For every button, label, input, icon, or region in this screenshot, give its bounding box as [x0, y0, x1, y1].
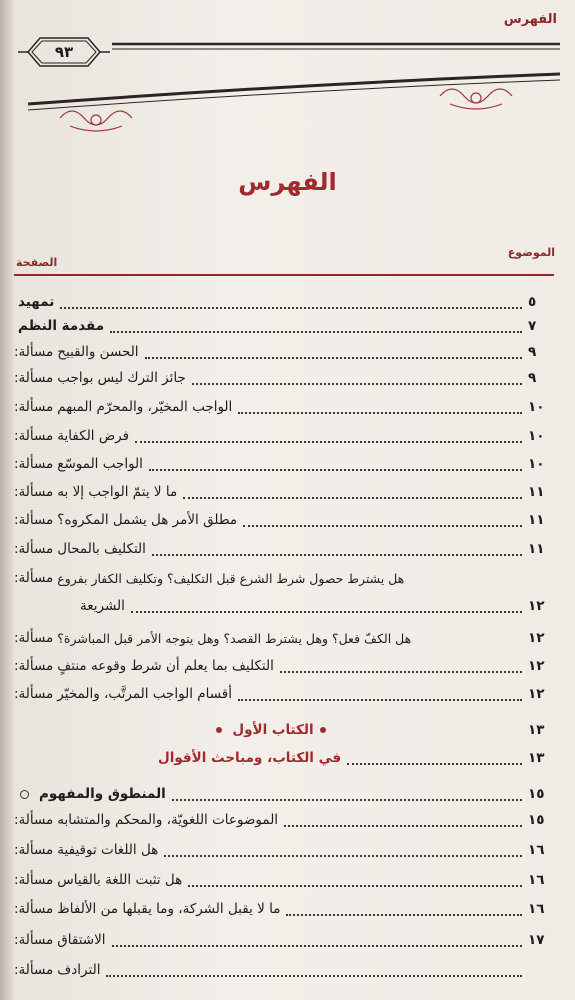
toc-entry — [14, 314, 554, 338]
dot-leader — [149, 457, 522, 471]
toc-book-heading — [14, 718, 554, 742]
dot-leader — [286, 902, 522, 916]
page-number-badge — [18, 34, 110, 70]
entry-page: ١٣ — [528, 722, 545, 738]
entry-title: هل اللغات توقيفية — [57, 842, 159, 858]
entry-prefix: مسألة: — [14, 570, 54, 586]
toc-entry — [14, 340, 554, 364]
dot-leader — [238, 400, 522, 414]
entry-page: ٥ — [528, 294, 537, 310]
entry-title: هل الكفّ فعل؟ وهل يشترط القصد؟ وهل يتوجه الأمر قبل المباشرة؟ — [57, 630, 412, 646]
dot-leader — [188, 873, 522, 887]
entry-title: فرض الكفاية — [57, 428, 130, 444]
dot-leader — [347, 751, 522, 765]
toc-book-subheading — [14, 746, 554, 770]
dot-leader — [145, 345, 522, 359]
toc-entry — [14, 897, 554, 921]
toc-entry — [14, 626, 554, 650]
toc-entry — [14, 782, 554, 806]
entry-page: ١١ — [528, 541, 545, 557]
toc-entry — [14, 682, 554, 706]
header-ornament — [0, 0, 575, 140]
entry-page: ١١ — [528, 484, 545, 500]
entry-prefix: مسألة: — [14, 901, 54, 917]
entry-title: جائز الترك ليس بواجب — [57, 370, 186, 386]
entry-prefix: مسألة: — [14, 842, 54, 858]
entry-prefix: مسألة: — [14, 399, 54, 415]
page-gutter-shadow — [0, 0, 14, 1000]
entry-page: ١٦ — [528, 872, 545, 888]
entry-prefix: مسألة: — [14, 370, 54, 386]
entry-page: ١١ — [528, 512, 545, 528]
entry-page: ١٠ — [528, 428, 545, 444]
entry-title-continuation: الشريعة — [80, 598, 125, 614]
dot-leader — [131, 599, 522, 613]
dot-leader — [238, 687, 522, 701]
page-number: ٩٣ — [54, 43, 74, 61]
entry-title: أقسام الواجب المرتَّب، والمخيّر — [57, 686, 232, 702]
entry-page: ١٠ — [528, 399, 545, 415]
entry-prefix: مسألة: — [14, 456, 54, 472]
entry-page: ١٣ — [528, 750, 545, 766]
entry-page: ٩ — [528, 344, 537, 360]
entry-page: ١٧ — [528, 932, 545, 948]
toc-entry — [14, 808, 554, 832]
entry-page: ١٦ — [528, 842, 545, 858]
entry-title: المنطوق والمفهوم — [39, 786, 166, 802]
entry-title: هل تثبت اللغة بالقياس — [57, 872, 183, 888]
dot-leader — [110, 319, 522, 333]
entry-title: الواجب المخيّر، والمحرّم المبهم — [57, 399, 233, 415]
entry-title: الترادف — [57, 962, 101, 978]
toc-entry — [14, 654, 554, 678]
toc-entry — [14, 424, 554, 448]
entry-title: هل يشترط حصول شرط الشرع قبل التكليف؟ وتكليف الكفار بفروع — [57, 570, 405, 586]
entry-prefix: مسألة: — [14, 872, 54, 888]
column-header-topic: الموضوع — [507, 246, 555, 259]
entry-title: الاشتقاق — [57, 932, 106, 948]
entry-title: مطلق الأمر هل يشمل المكروه؟ — [57, 512, 238, 528]
entry-title: التكليف بالمحال — [57, 541, 146, 557]
dot-leader — [112, 933, 522, 947]
entry-title: الواجب الموسّع — [57, 456, 143, 472]
toc-entry — [14, 508, 554, 532]
entry-title: مقدمة النظم — [18, 318, 105, 334]
toc-entry — [14, 395, 554, 419]
dot-leader — [60, 295, 522, 309]
entry-title: ما لا يقبل الشركة، وما يقبلها من الألفاظ — [57, 901, 281, 917]
toc-entry — [14, 452, 554, 476]
entry-prefix: مسألة: — [14, 812, 54, 828]
entry-prefix: مسألة: — [14, 484, 54, 500]
toc-entry — [14, 366, 554, 390]
entry-prefix: مسألة: — [14, 932, 54, 948]
bullet-icon — [216, 727, 222, 733]
toc-entry — [14, 537, 554, 561]
entry-prefix: مسألة: — [14, 630, 54, 646]
entry-prefix: مسألة: — [14, 344, 54, 360]
toc-entry — [14, 958, 554, 982]
dot-leader — [152, 542, 522, 556]
entry-page: ٧ — [528, 318, 537, 334]
entry-page: ١٦ — [528, 901, 545, 917]
entry-page: ١٢ — [528, 598, 545, 614]
dot-leader — [243, 513, 522, 527]
entry-page: ٩ — [528, 370, 537, 386]
entry-prefix: مسألة: — [14, 541, 54, 557]
bullet-icon — [320, 727, 326, 733]
dot-leader — [192, 371, 522, 385]
entry-prefix: مسألة: — [14, 428, 54, 444]
column-header-page: الصفحة — [16, 256, 58, 269]
entry-prefix: مسألة: — [14, 512, 54, 528]
toc-entry — [14, 566, 554, 590]
circle-marker-icon — [20, 790, 29, 799]
entry-prefix: مسألة: — [14, 658, 54, 674]
entry-prefix: مسألة: — [14, 962, 54, 978]
entry-page: ١٥ — [528, 812, 545, 828]
dot-leader — [280, 659, 522, 673]
entry-title: الحسن والقبيح — [57, 344, 139, 360]
dot-leader — [172, 787, 522, 801]
toc-entry — [14, 928, 554, 952]
entry-title: الكتاب الأول — [232, 722, 314, 738]
entry-title: الموضوعات اللغويّة، والمحكم والمتشابه — [57, 812, 279, 828]
page-title: الفهرس — [238, 168, 337, 196]
entry-title: تمهيد — [18, 294, 55, 310]
toc-entry — [14, 868, 554, 892]
toc-entry — [14, 480, 554, 504]
dot-leader — [183, 485, 522, 499]
toc-entry — [14, 290, 554, 314]
dot-leader — [106, 963, 522, 977]
dot-leader — [135, 429, 522, 443]
entry-prefix: مسألة: — [14, 686, 54, 702]
toc-entry-continuation — [14, 594, 554, 618]
entry-page: ١٢ — [528, 686, 545, 702]
dot-leader — [284, 813, 522, 827]
entry-page: ١٠ — [528, 456, 545, 472]
entry-title: ما لا يتمّ الواجب إلا به — [57, 484, 178, 500]
entry-page: ١٥ — [528, 786, 545, 802]
entry-page: ١٢ — [528, 658, 545, 674]
column-header-rule — [14, 274, 554, 276]
toc-entry — [14, 838, 554, 862]
entry-title: التكليف بما يعلم أن شرط وقوعه منتفٍ — [57, 658, 274, 674]
entry-title: في الكتاب، ومباحث الأقوال — [158, 750, 342, 766]
dot-leader — [164, 843, 522, 857]
running-header: الفهرس — [503, 12, 557, 27]
entry-page: ١٢ — [528, 630, 545, 646]
